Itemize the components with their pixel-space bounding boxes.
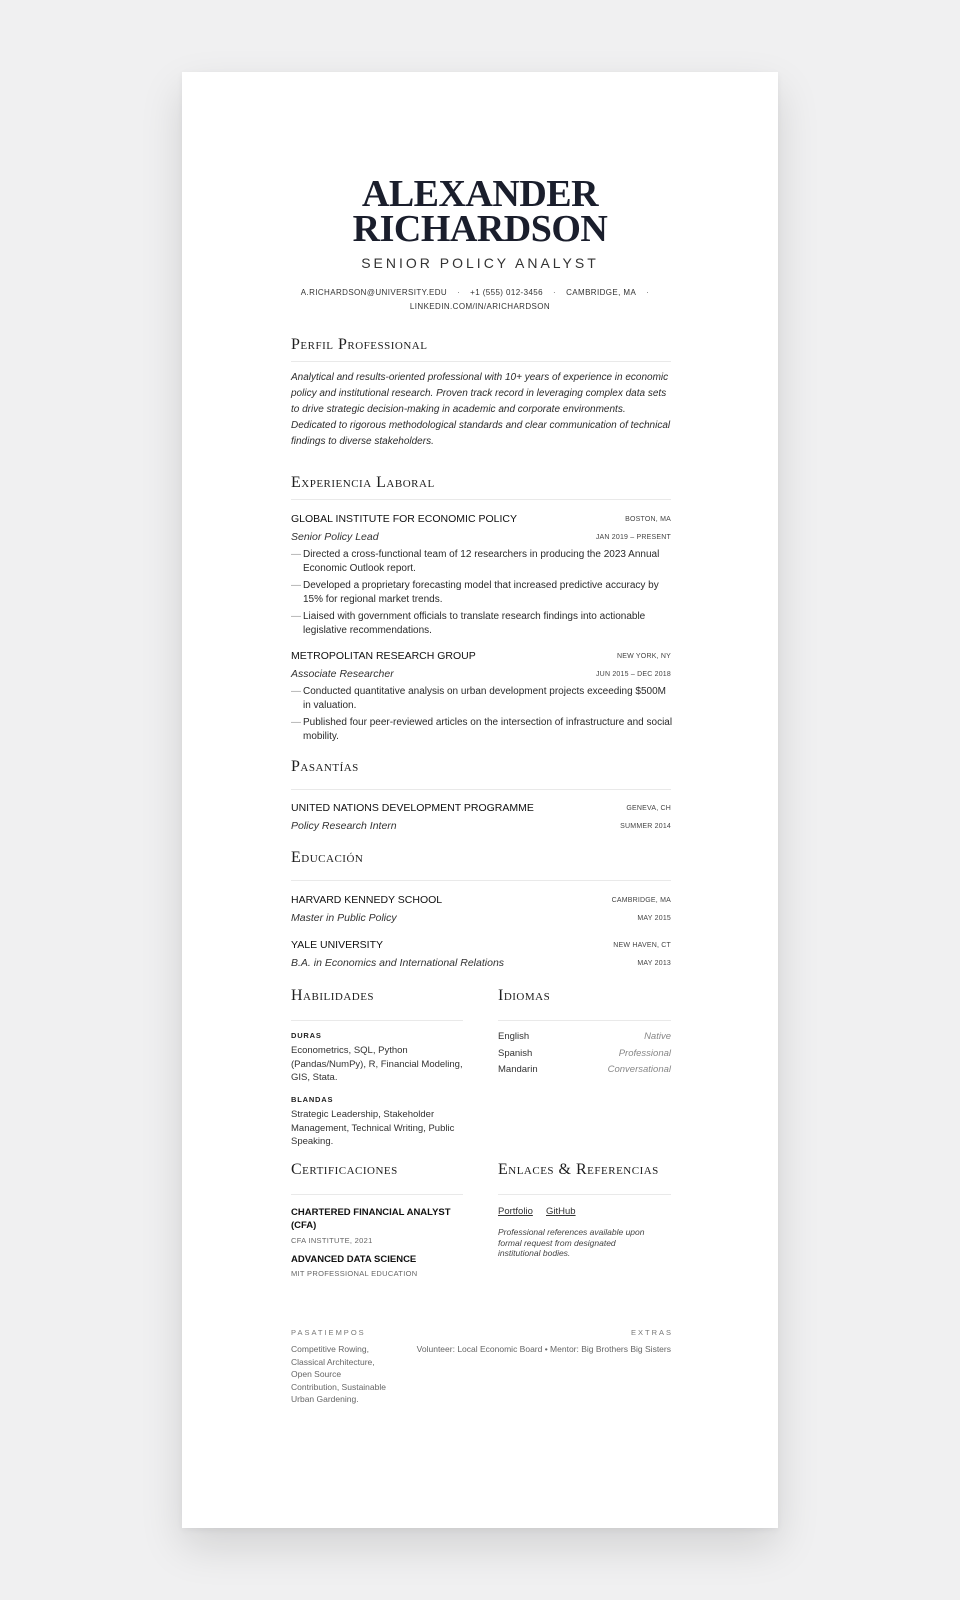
certification-name: CHARTERED FINANCIAL ANALYST (CFA) — [291, 1207, 451, 1231]
linkedin-link[interactable]: LINKEDIN.COM/IN/ARICHARDSON — [409, 302, 551, 311]
hard-skills-text: Econometrics, SQL, Python (Pandas/NumPy), R, Financial Modeling, GIS, Stata. — [291, 1045, 463, 1083]
section-heading-languages: Idiomas — [498, 987, 551, 1004]
language-name: Spanish — [498, 1048, 533, 1059]
contact-line-2 — [182, 302, 778, 311]
contact-line-1 — [182, 288, 778, 297]
job-dates: JAN 2019 – PRESENT — [595, 534, 671, 541]
references-note: Professional references available upon formal request from designated institutional bodies. — [498, 1227, 645, 1258]
dash-icon: — — [291, 686, 301, 697]
language-name: English — [498, 1031, 530, 1042]
certification-issuer: MIT PROFESSIONAL EDUCATION — [291, 1269, 418, 1278]
certification-issuer: CFA INSTITUTE, 2021 — [291, 1236, 373, 1245]
section-heading-certifications: Certificaciones — [291, 1161, 398, 1178]
divider — [291, 361, 671, 362]
profile-summary: Analytical and results-oriented professional with 10+ years of experience in economic policy and institutional research. Proven track record in leveraging complex data sets to drive strategic decision-making in academic and corporate environments. Dedicated to rigorous methodological standards and clear communication of technical findings to diverse stakeholders. — [291, 372, 671, 447]
hard-skills-label: DURAS — [291, 1031, 322, 1040]
resume-page: ALEXANDER RICHARDSON SENIOR POLICY ANALYST A.RICHARDSON@UNIVERSITY.EDU · +1 (555) 012-3456 · CAMBRIDGE, MA · LINKEDIN.COM/IN/ARICHARDSON Perfil Professional Analytical and results-oriented professional with 10+ years of experience in economic policy and institutional research. Proven track record in leveraging complex data sets to drive strategic decision-making in academic and corporate environments. Dedicated to rigorous methodological standards and clear communication of technical findings to diverse stakeholders. Experiencia Laboral GLOBAL INSTITUTE FOR ECONOMIC POLICY BOSTON, MA Senior Policy Lead JAN 2019 – PRESENT — Directed a cross-functional team of 12 researchers in producing the 2023 Annual Economic Outlook report. — Developed a proprietary forecasting model that increased predictive accuracy by 15% for regional market trends. — Liaised with government officials to translate research findings into actionable legislative recommendations. METROPOLITAN RESEARCH GROUP NEW YORK, NY Associate Researcher JUN 2015 – DEC 2018 — Conducted quantitative analysis on urban development projects exceeding $500M in valuation. — Published four peer-reviewed articles on the intersection of infrastructure and social mobility. Pasantías UNITED NATIONS DEVELOPMENT PROGRAMME GENEVA, CH Policy Research Intern SUMMER 2014 Educación HARVARD KENNEDY SCHOOL CAMBRIDGE, MA Master in Public Policy MAY 2015 YALE UNIVERSITY NEW HAVEN, CT B.A. in Economics and International Relations MAY 2013 Habilidades DURAS Econometrics, SQL, Python (Pandas/NumPy), R, Financial Modeling, GIS, Stata. BLANDAS Strategic Leadership, Stakeholder Management, Technical Writing, Public Speaking. Idiomas English Native Spanish Professional Mandarin Conversational Certificaciones CHARTERED FINANCIAL ANALYST (CFA) CFA INSTITUTE, 2021 ADVANCED DATA SCIENCE MIT PROFESSIONAL EDUCATION Enlaces & Referencias Portfolio GitHub Professional references available upon formal request from designated institutional bodies. PASATIEMPOS Competitive Rowing, Classical Architecture, Open Source Contribution, Sustainable Urban Gardening. EXTRAS Volunteer: Local Economic Board • Mentor: Big Brothers Big Sisters — [182, 72, 778, 1528]
portfolio-link[interactable]: Portfolio — [498, 1206, 533, 1217]
hobbies-label: PASATIEMPOS — [291, 1328, 366, 1337]
job-role: Senior Policy Lead — [291, 531, 379, 543]
section-heading-education: Educación — [291, 849, 364, 866]
degree: B.A. in Economics and International Relations — [291, 957, 505, 969]
divider — [291, 789, 671, 790]
job-title: SENIOR POLICY ANALYST — [361, 255, 599, 271]
section-heading-internships: Pasantías — [291, 758, 359, 775]
job-role: Associate Researcher — [291, 668, 394, 680]
dash-icon: — — [291, 580, 301, 591]
job-org: GLOBAL INSTITUTE FOR ECONOMIC POLICY — [291, 513, 517, 525]
separator: · — [553, 288, 557, 297]
school-location: NEW HAVEN, CT — [613, 942, 671, 949]
name-line-2: RICHARDSON — [352, 208, 608, 250]
school-location: CAMBRIDGE, MA — [611, 897, 671, 904]
job-location: BOSTON, MA — [625, 516, 671, 523]
degree-date: MAY 2013 — [637, 960, 671, 967]
name-line-1: ALEXANDER — [361, 173, 599, 215]
degree-date: MAY 2015 — [637, 915, 671, 922]
location: CAMBRIDGE, MA — [566, 288, 637, 297]
divider — [498, 1194, 671, 1195]
divider — [291, 1020, 463, 1021]
divider — [291, 1194, 463, 1195]
section-heading-links: Enlaces & Referencias — [498, 1161, 659, 1178]
language-name: Mandarin — [498, 1064, 538, 1075]
section-heading-experience: Experiencia Laboral — [291, 474, 435, 491]
internship-org: UNITED NATIONS DEVELOPMENT PROGRAMME — [291, 802, 534, 814]
separator: · — [457, 288, 461, 297]
internship-dates: SUMMER 2014 — [620, 823, 671, 830]
dash-icon: — — [291, 611, 301, 622]
school-name: HARVARD KENNEDY SCHOOL — [291, 894, 443, 906]
phone: +1 (555) 012-3456 — [470, 288, 544, 297]
divider — [498, 1020, 671, 1021]
divider — [291, 880, 671, 881]
degree: Master in Public Policy — [291, 912, 397, 924]
certification-name: ADVANCED DATA SCIENCE — [291, 1254, 417, 1265]
soft-skills-label: BLANDAS — [291, 1095, 334, 1104]
section-heading-skills: Habilidades — [291, 987, 375, 1004]
divider — [291, 499, 671, 500]
extras-label: EXTRAS — [630, 1328, 673, 1337]
dash-icon: — — [291, 549, 301, 560]
separator: · — [646, 288, 650, 297]
dash-icon: — — [291, 717, 301, 728]
section-heading-profile: Perfil Professional — [291, 336, 428, 353]
soft-skills-text: Strategic Leadership, Stakeholder Management, Technical Writing, Public Speaking. — [291, 1109, 455, 1147]
school-name: YALE UNIVERSITY — [291, 939, 383, 951]
language-level: Native — [644, 1031, 671, 1042]
language-level: Professional — [618, 1048, 671, 1059]
email-link[interactable]: A.RICHARDSON@UNIVERSITY.EDU — [300, 288, 448, 297]
extras-text: Volunteer: Local Economic Board • Mentor: Big Brothers Big Sisters — [416, 1344, 671, 1354]
job-location: NEW YORK, NY — [616, 653, 671, 660]
github-link[interactable]: GitHub — [546, 1206, 576, 1217]
internship-role: Policy Research Intern — [291, 820, 397, 832]
hobbies-text: Competitive Rowing, Classical Architecture, Open Source Contribution, Sustainable Urban Gardening. — [291, 1344, 386, 1404]
internship-location: GENEVA, CH — [626, 805, 671, 812]
job-dates: JUN 2015 – DEC 2018 — [595, 671, 671, 678]
job-org: METROPOLITAN RESEARCH GROUP — [291, 650, 476, 662]
language-level: Conversational — [607, 1064, 671, 1075]
